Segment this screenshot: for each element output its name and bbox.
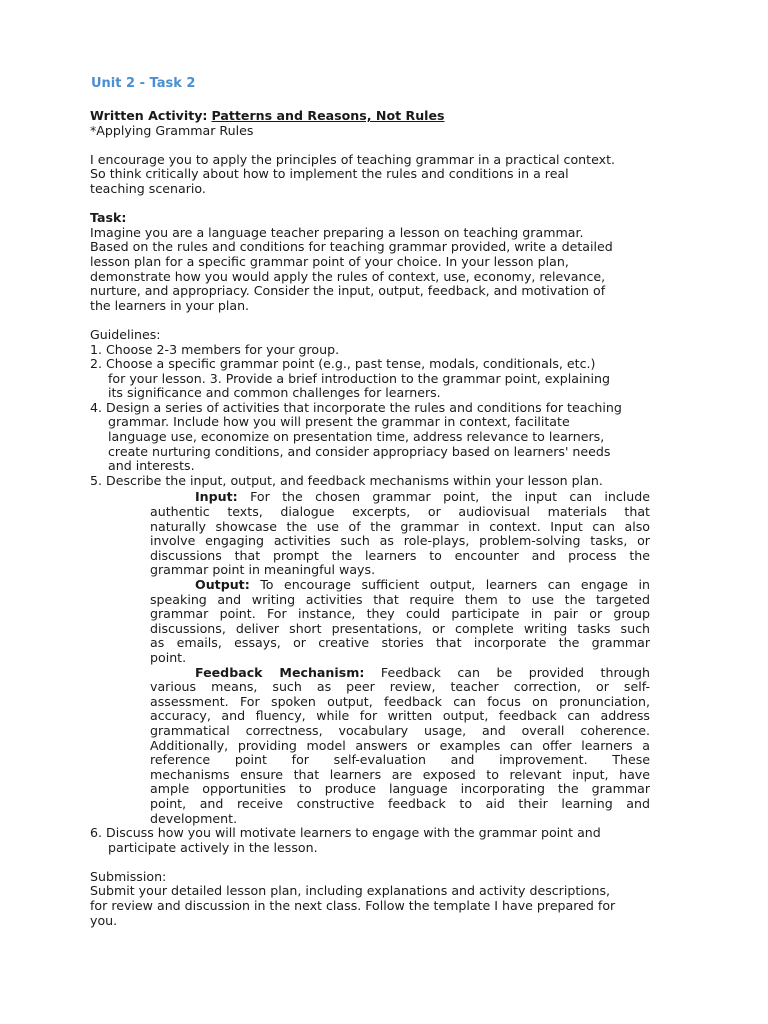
submission-line: you. [90,912,118,928]
output-line: as emails, essays, or creative stories that incorporate the grammar [150,635,650,651]
guideline-line: its significance and common challenges for learners. [108,385,441,401]
input-line: authentic texts, dialogue excerpts, or audiovisual materials that [150,504,650,520]
spacer [90,197,680,212]
spacer [90,313,680,328]
spacer [90,855,680,870]
activity-title-line [90,109,680,124]
output-block [90,578,680,666]
guideline-line: 6. Discuss how you will motivate learners to engage with the grammar point and [90,825,601,841]
output-first-text: To encourage sufficient output, learners can engage in [260,577,650,592]
guideline-line: and interests. [108,458,195,474]
document-body [90,109,680,928]
feedback-line: various means, such as peer review, teacher correction, or self- [150,679,650,695]
output-line: speaking and writing activities that require them to use the targeted [150,591,650,607]
guideline-line: 2. Choose a specific grammar point (e.g., past tense, modals, conditionals, etc.) [90,356,596,372]
task-line: demonstrate how you would apply the rules of context, use, economy, relevance, [90,268,606,284]
submission-label: Submission: [90,868,167,884]
feedback-line: assessment. For spoken output, feedback can focus on pronunciation, [150,693,650,709]
intro-line: So think critically about how to implement the rules and conditions in a real [90,166,569,182]
guideline-item-4 [90,401,680,474]
feedback-block [90,666,680,827]
input-block [90,490,680,578]
guideline-line: participate actively in the lesson. [108,839,318,855]
activity-title: Patterns and Reasons, Not Rules [211,108,445,123]
input-line: grammar point in meaningful ways. [150,562,376,578]
guideline-line: 4. Design a series of activities that incorporate the rules and conditions for teaching [90,399,622,415]
submission-line: for review and discussion in the next class. Follow the template I have prepared for [90,898,616,914]
unit-heading: Unit 2 - Task 2 [91,76,196,91]
task-line: lesson plan for a specific grammar point of your choice. In your lesson plan, [90,253,569,269]
feedback-line: development. [150,810,238,826]
output-line: discussions, deliver short presentations, or complete writing tasks such [150,620,650,636]
guideline-line: grammar. Include how you will present the grammar in context, facilitate [108,414,570,430]
output-first-line [150,578,650,593]
input-first-line [150,490,650,505]
feedback-line: grammatical correctness, vocabulary usage, and overall coherence. [150,722,650,738]
task-paragraph [90,226,680,314]
output-line: point. [150,649,187,665]
task-line: Based on the rules and conditions for teaching grammar provided, write a detailed [90,239,613,255]
intro-line: I encourage you to apply the principles of teaching grammar in a practical context. [90,151,616,167]
guideline-line: for your lesson. 3. Provide a brief introduction to the grammar point, explaining [108,370,610,386]
input-line: involve engaging activities such as role-plays, problem-solving tasks, or [150,533,650,549]
task-line: Imagine you are a language teacher preparing a lesson on teaching grammar. [90,224,584,240]
submission-line: Submit your detailed lesson plan, including explanations and activity descriptions, [90,883,611,899]
guideline-item-5: 5. Describe the input, output, and feedback mechanisms within your lesson plan. [90,472,603,488]
guidelines-label: Guidelines: [90,326,161,342]
task-line: the learners in your plan. [90,297,250,313]
task-label: Task: [90,210,127,226]
input-line: naturally showcase the use of the grammar in context. Input can also [150,518,650,534]
guidelines-list [90,343,680,856]
feedback-line: mechanisms ensure that learners are exposed to relevant input, have [150,766,650,782]
input-label: Input: [195,489,238,505]
task-line: nurture, and appropriacy. Consider the input, output, feedback, and motivation of [90,283,606,299]
feedback-line: Additionally, providing model answers or examples can offer learners a [150,737,650,753]
activity-subtitle: *Applying Grammar Rules [90,122,254,138]
feedback-first-line [150,666,650,681]
output-label: Output: [195,577,250,592]
feedback-line: accuracy, and fluency, while for written output, feedback can address [150,708,650,724]
guideline-item-6 [90,826,680,855]
input-line: discussions that prompt the learners to encounter and process the [150,547,650,563]
guideline-item-2 [90,357,680,401]
feedback-label: Feedback Mechanism: [195,664,365,680]
submission-paragraph [90,884,680,928]
intro-line: teaching scenario. [90,180,206,196]
input-first-text: For the chosen grammar point, the input can include [250,489,650,505]
activity-label: Written Activity: [90,108,208,123]
feedback-line: reference point for self-evaluation and improvement. These [150,752,650,768]
feedback-line: point, and receive constructive feedback to aid their learning and [150,795,650,811]
guideline-line: create nurturing conditions, and consider appropriacy based on learners' needs [108,443,611,459]
spacer [90,138,680,153]
feedback-first-text: Feedback can be provided through [380,664,651,680]
output-line: grammar point. For instance, they could participate in pair or group [150,606,650,622]
guideline-item-1: 1. Choose 2-3 members for your group. [90,341,340,357]
guideline-line: language use, economize on presentation time, address relevance to learners, [108,429,605,445]
intro-paragraph [90,153,680,197]
feedback-line: ample opportunities to produce language incorporating the grammar [150,781,650,797]
